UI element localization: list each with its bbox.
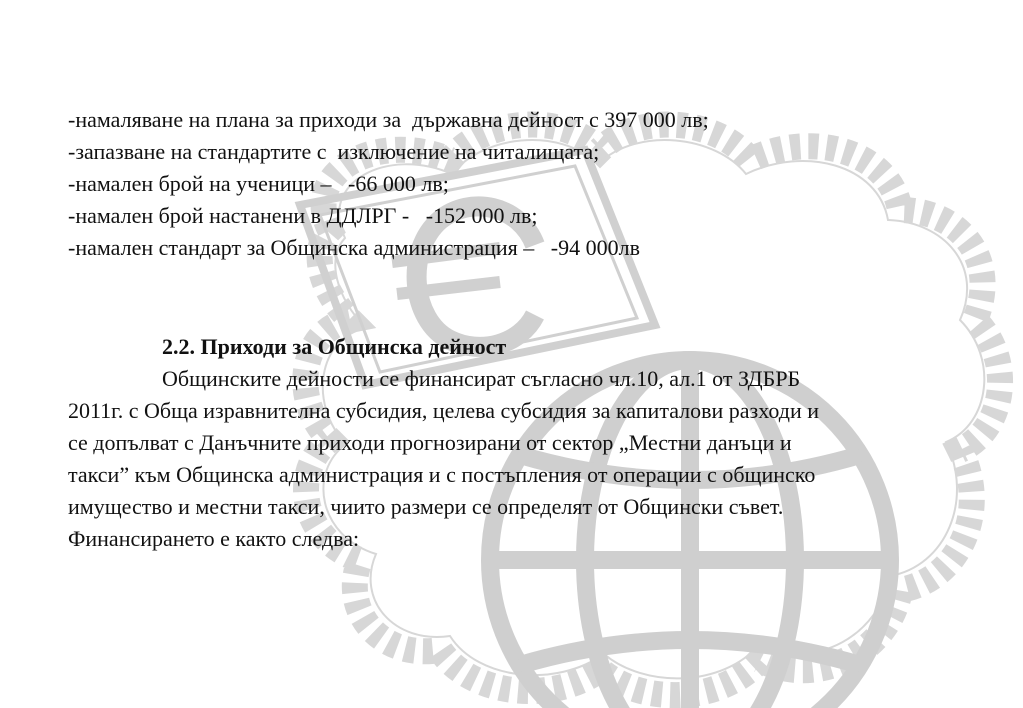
bullet-line: -намален брой настанени в ДДЛРГ - -152 000 лв; (68, 203, 538, 228)
bullet-line: -запазване на стандартите с изключение на читалищата; (68, 139, 600, 164)
paragraph-line: 2011г. с Обща изравнителна субсидия, целева субсидия за капиталови разходи и (68, 398, 820, 423)
paragraph-line: имущество и местни такси, чиито размери се определят от Общински съвет. (68, 494, 784, 519)
paragraph-line: Финансирането е както следва: (68, 526, 360, 551)
bullet-line: -намален стандарт за Общинска администрация – -94 000лв (68, 235, 640, 260)
paragraph-line: такси” към Общинска администрация и с постъпления от операции с общинско (68, 462, 816, 487)
paragraph-line: Общинските дейности се финансират съгласно чл.10, ал.1 от ЗДБРБ (162, 366, 801, 391)
bullet-line: -намален брой на ученици – -66 000 лв; (68, 171, 449, 196)
section-heading: 2.2. Приходи за Общинска дейност (162, 334, 507, 359)
bullet-line: -намаляване на плана за приходи за държавна дейност с 397 000 лв; (68, 107, 709, 132)
paragraph-line: се допълват с Данъчните приходи прогнозирани от сектор „Местни данъци и (68, 430, 792, 455)
